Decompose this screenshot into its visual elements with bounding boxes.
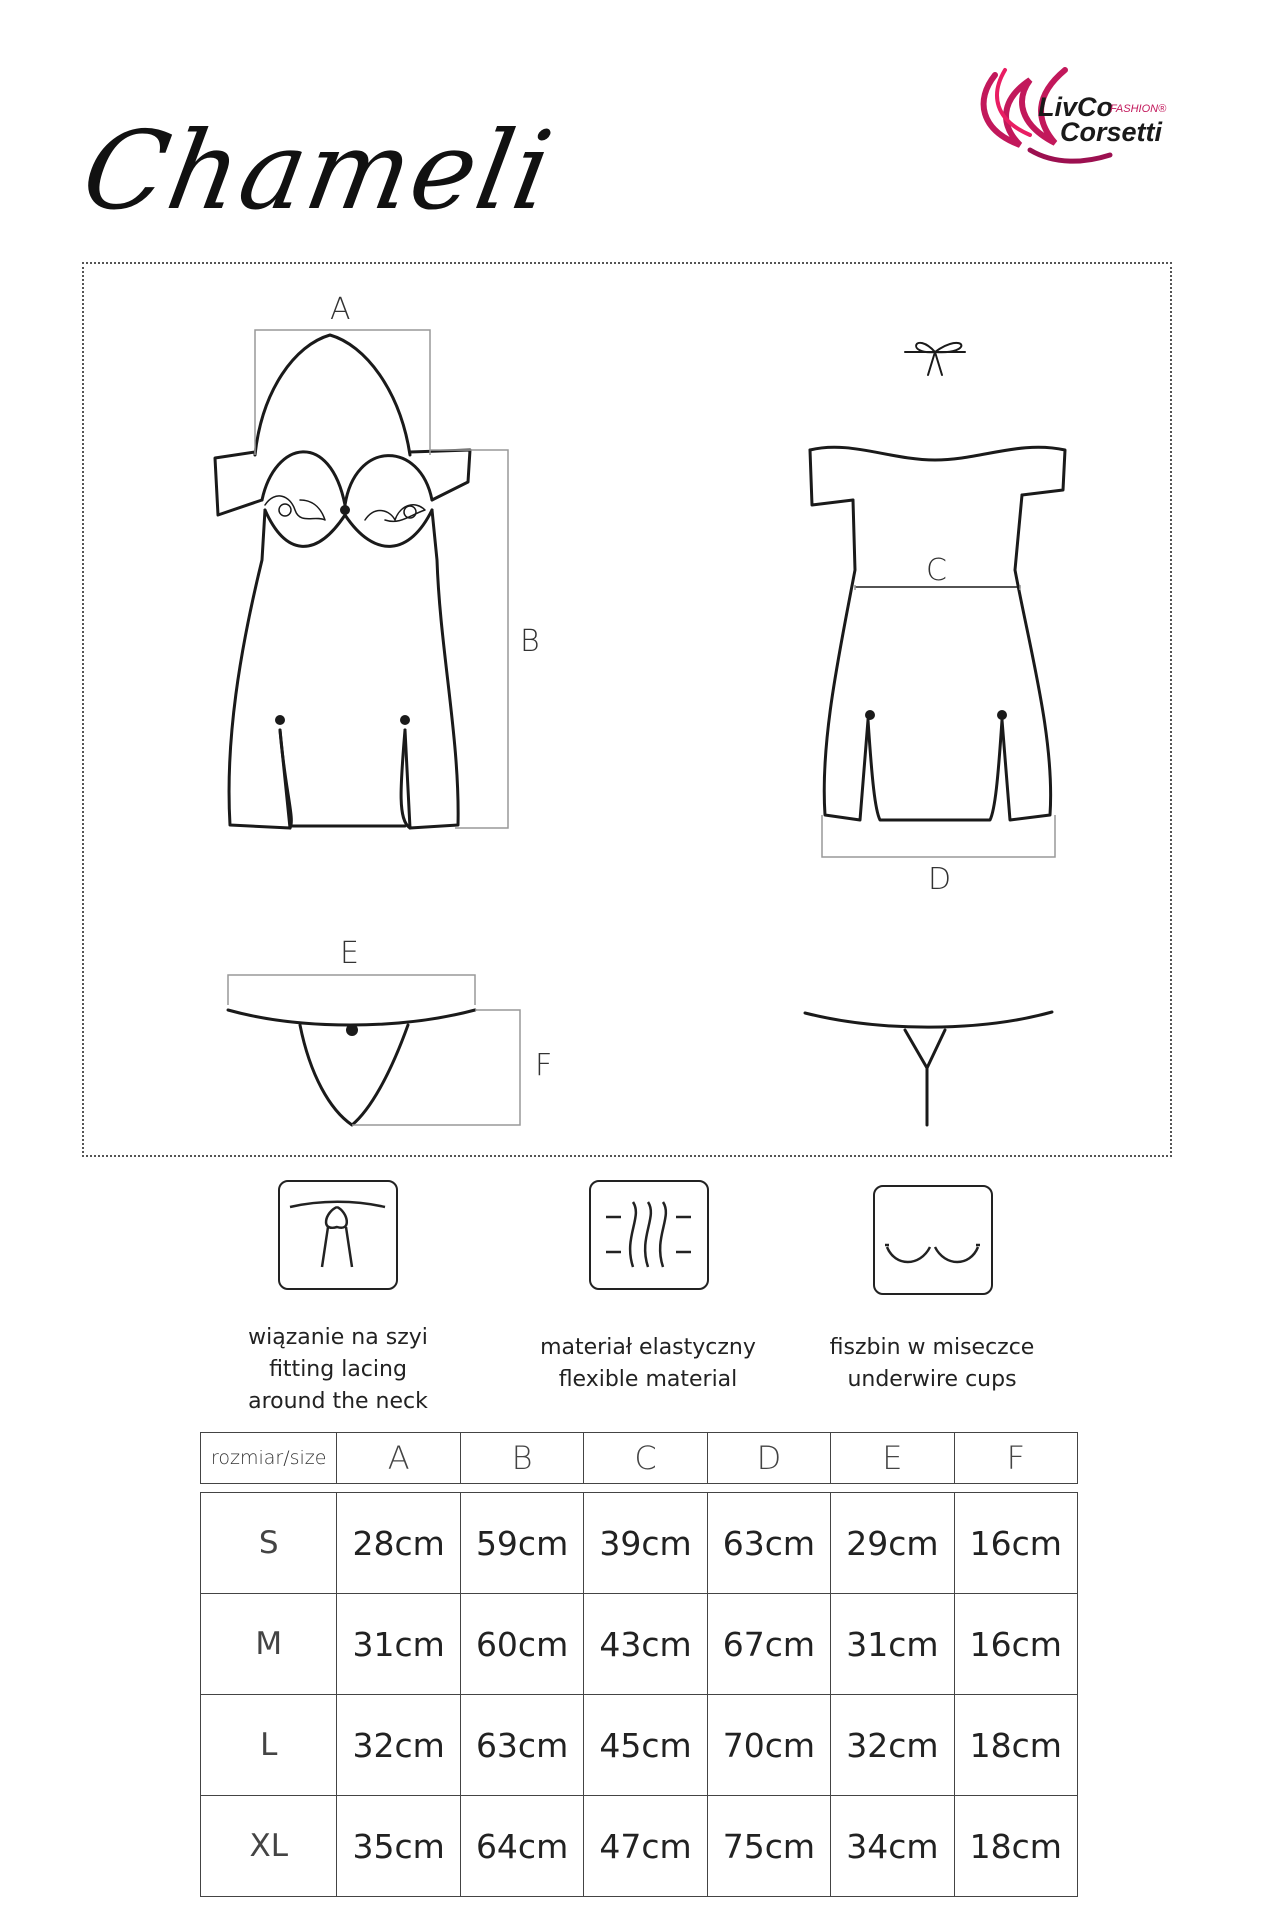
dim-label-d: D	[928, 862, 952, 897]
brand-fashion: FASHION®	[1110, 103, 1167, 115]
size-value: 47cm	[584, 1796, 707, 1897]
size-name: S	[201, 1493, 337, 1594]
underwire-cups-icon	[873, 1185, 993, 1295]
size-table-label: rozmiar/size	[201, 1433, 337, 1484]
size-value: 67cm	[707, 1594, 830, 1695]
front-chemise-drawing	[215, 335, 470, 828]
feature-elastic-en: flexible material	[558, 1367, 738, 1392]
size-table	[200, 1432, 1078, 1897]
size-col-f: F	[954, 1433, 1077, 1484]
size-col-d: D	[707, 1433, 830, 1484]
size-value: 64cm	[460, 1796, 583, 1897]
size-row-s	[201, 1493, 1078, 1594]
dim-label-f: F	[535, 1048, 553, 1083]
dim-label-e: E	[340, 936, 359, 971]
feature-elastic	[498, 1332, 798, 1396]
size-name: M	[201, 1594, 337, 1695]
feature-elastic-pl: materiał elastyczny	[540, 1335, 756, 1360]
brand-name-corsetti: Corsetti	[1060, 117, 1163, 147]
feature-underwire-en: underwire cups	[847, 1367, 1017, 1392]
size-value: 59cm	[460, 1493, 583, 1594]
size-value: 16cm	[954, 1493, 1077, 1594]
halter-neck-icon	[278, 1180, 398, 1290]
size-col-a: A	[337, 1433, 460, 1484]
size-row-l	[201, 1695, 1078, 1796]
size-name: XL	[201, 1796, 337, 1897]
feature-halter-en-2: around the neck	[248, 1389, 428, 1414]
size-col-e: E	[831, 1433, 954, 1484]
bow-drawing	[905, 343, 965, 375]
size-value: 39cm	[584, 1493, 707, 1594]
size-value: 60cm	[460, 1594, 583, 1695]
dim-label-a: A	[330, 292, 351, 327]
size-value: 35cm	[337, 1796, 460, 1897]
size-value: 45cm	[584, 1695, 707, 1796]
size-value: 63cm	[460, 1695, 583, 1796]
size-value: 16cm	[954, 1594, 1077, 1695]
brand-name-livco: LivCo	[1038, 92, 1114, 122]
size-value: 18cm	[954, 1796, 1077, 1897]
table-spacer	[201, 1484, 1078, 1493]
size-value: 75cm	[707, 1796, 830, 1897]
size-table-header	[201, 1433, 1078, 1484]
feature-underwire	[782, 1332, 1082, 1396]
dim-label-b: B	[520, 624, 540, 659]
product-title: Chameli	[74, 109, 563, 234]
size-row-m	[201, 1594, 1078, 1695]
size-value: 32cm	[337, 1695, 460, 1796]
size-row-xl	[201, 1796, 1078, 1897]
back-chemise-drawing	[810, 447, 1065, 820]
size-col-b: B	[460, 1433, 583, 1484]
back-thong-drawing	[805, 1012, 1052, 1125]
size-value: 70cm	[707, 1695, 830, 1796]
size-value: 63cm	[707, 1493, 830, 1594]
dim-label-c: C	[926, 553, 947, 588]
size-value: 34cm	[831, 1796, 954, 1897]
feature-halter-en-1: fitting lacing	[269, 1357, 407, 1382]
size-name: L	[201, 1695, 337, 1796]
feature-halter	[188, 1322, 488, 1418]
size-value: 43cm	[584, 1594, 707, 1695]
elastic-material-icon	[589, 1180, 709, 1290]
feature-underwire-pl: fiszbin w miseczce	[829, 1335, 1035, 1360]
size-value: 28cm	[337, 1493, 460, 1594]
feature-halter-pl: wiązanie na szyi	[248, 1325, 428, 1350]
size-value: 29cm	[831, 1493, 954, 1594]
size-value: 32cm	[831, 1695, 954, 1796]
size-value: 18cm	[954, 1695, 1077, 1796]
size-value: 31cm	[337, 1594, 460, 1695]
size-col-c: C	[584, 1433, 707, 1484]
size-value: 31cm	[831, 1594, 954, 1695]
